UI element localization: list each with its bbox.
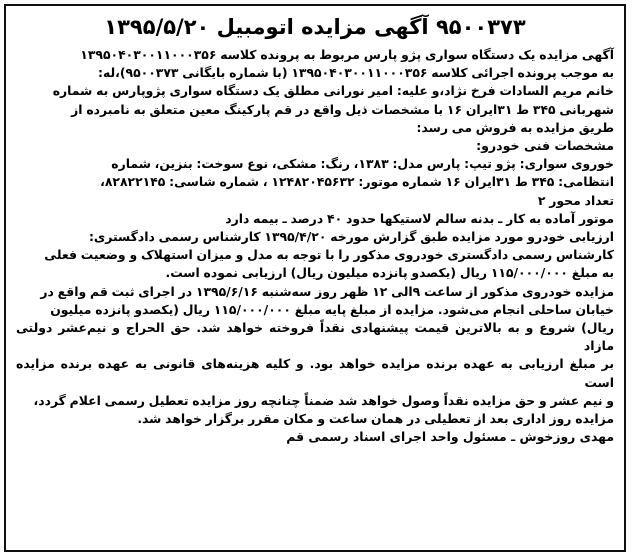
intro-paragraph xyxy=(16,46,614,137)
tech-specs-paragraph xyxy=(16,155,614,210)
text-line: به مبلغ ۱۱۵/۰۰۰/۰۰۰ ریال (یکصدو پانزده میلیون ریال) ارزیابی نموده است. xyxy=(165,265,614,281)
text-line: به موجب پرونده اجرائی کلاسه ۱۳۹۵۰۴۰۳۰۰۱۱۰۰۰۳۵۶ (با شماره بایگانی ۹۵۰۰۳۷۳)،له: xyxy=(98,65,614,81)
text-line: طریق مزایده به فروش می رسد: xyxy=(416,119,614,135)
text-line: انتظامی: ۳۴۵ ط ۳۱ایران ۱۶ شماره موتور: ۱۲۴۸۲۰۴۵۶۳۲ ، شماره شاسی: ۸۲۸۲۲۱۴۵، xyxy=(100,174,614,190)
auction-terms-paragraph xyxy=(16,283,614,429)
signature: مهدی روزخوش ـ مسئول واحد اجرای اسناد رسمی قم xyxy=(286,429,614,445)
text-line: کارشناس رسمی دادگستری خودروی مذکور را با توجه به مدل و میزان استهلاک و وضعیت فعلی xyxy=(44,247,614,263)
text-line: مزایده روز اداری بعد از تعطیلی در همان ساعت و مکان مقرر برگزار خواهد شد. xyxy=(137,411,614,427)
text-line: و نیم عشر و حق مزایده نقداً وصول خواهد شد ضمناً چنانچه روز مزایده تعطیل رسمی اعلام گردد، xyxy=(33,392,614,408)
auction-notice xyxy=(4,4,626,552)
text-line: شهربانی ۳۴۵ ط ۳۱ایران ۱۶ با مشخصات ذیل واقع در قم پارکینگ معین متعلق به نامبرده از xyxy=(71,101,614,117)
text-line: ارزیابی خودرو مورد مزایده طبق گزارش مورخه ۱۳۹۵/۴/۲۰ کارشناس رسمی دادگستری: xyxy=(88,229,614,245)
text-line: خانم مریم السادات فرخ نژاد،و علیه: امیر نورانی مطلق یک دستگاه سواری پژوپارس به شماره xyxy=(52,83,614,99)
notice-title: ۹۵۰۰۳۷۳ آگهی مزایده اتومبیل ۱۳۹۵/۵/۲۰ xyxy=(104,15,526,39)
text-line: خیابان ساحلی انجام می‌شود. مزایده از مبلغ پایه مبلغ ۱۱۵/۰۰۰/۰۰۰ ریال (یکصدو پانزده میلیون xyxy=(50,301,614,317)
text-line: آگهی مزایده یک دستگاه سواری پژو پارس مربوط به پرونده کلاسه ۱۳۹۵۰۴۰۳۰۰۱۱۰۰۰۳۵۶ xyxy=(80,47,614,62)
text-line: تعداد محور ۲ xyxy=(537,192,614,208)
tech-specs-heading: مشخصات فنی خودرو: xyxy=(476,138,614,154)
appraisal-paragraph xyxy=(16,228,614,283)
text-line: بر مبلغ ارزیابی به عهده برنده مزایده خواهد بود. و کلیه هزینه‌های قانونی به عهده برنده مزایده است xyxy=(16,356,614,390)
condition-line: موتور آماده به کار ـ بدنه سالم لاستیکها حدود ۴۰ درصد ـ بیمه دارد xyxy=(225,210,614,226)
text-line: مزایده خودروی مذکور از ساعت ۹الی ۱۲ ظهر روز سه‌شنبه ۱۳۹۵/۶/۱۶ در اجرای ثبت قم واقع در xyxy=(40,283,614,299)
text-line: خوروی سواری: پژو تیپ: پارس مدل: ۱۳۸۳، رنگ: مشکی، نوع سوخت: بنزین، شماره xyxy=(111,156,614,172)
text-line: ریال) شروع و به بالاترین قیمت پیشنهادی نقداً فروخته خواهد شد. حق الحراج و نیم‌عشر دولتی مازاد xyxy=(16,320,614,354)
